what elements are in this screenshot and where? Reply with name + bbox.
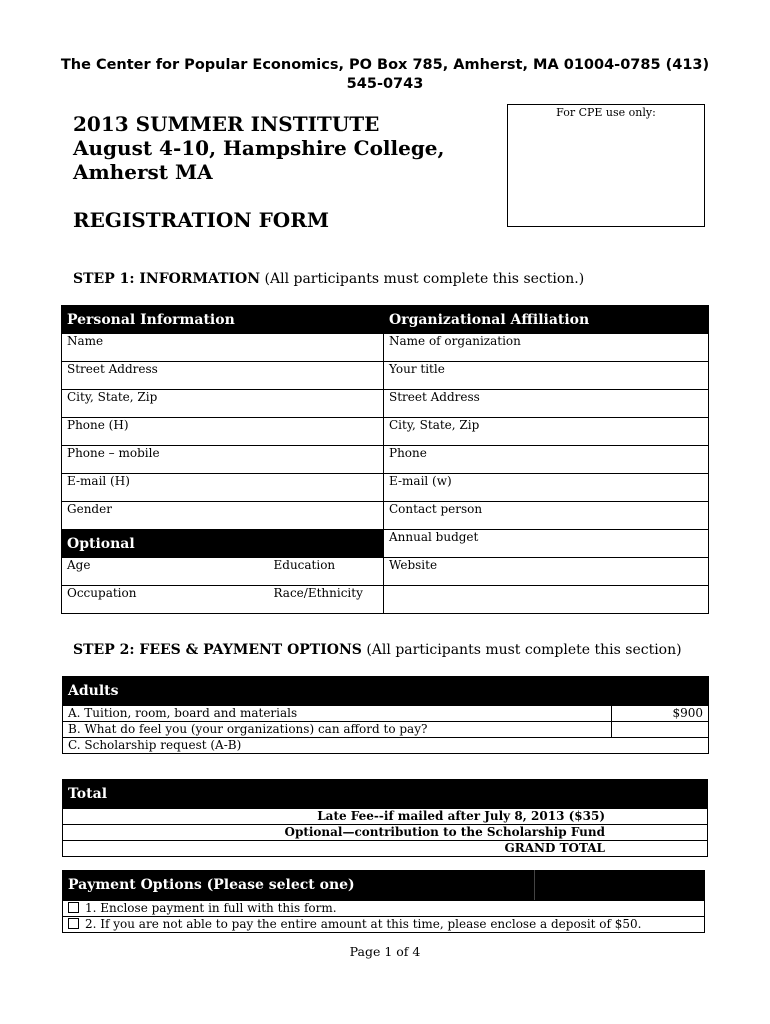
gender-field[interactable]: Gender (62, 502, 384, 530)
step1-heading (73, 271, 584, 287)
org-name-field[interactable]: Name of organization (384, 334, 709, 362)
age-field[interactable]: Age (62, 558, 269, 586)
event-title-line: August 4-10, Hampshire College, (73, 136, 445, 160)
contact-person-field[interactable]: Contact person (384, 502, 709, 530)
fee-row-label: A. Tuition, room, board and materials (63, 706, 612, 722)
cpe-use-box (507, 104, 705, 227)
org-city-state-zip-field[interactable]: City, State, Zip (384, 418, 709, 446)
website-field[interactable]: Website (384, 558, 709, 586)
payment-options-header: Payment Options (Please select one) (63, 871, 535, 901)
total-header: Total (63, 780, 708, 809)
step1-note: (All participants must complete this section.) (260, 271, 585, 287)
org-street-address-field[interactable]: Street Address (384, 390, 709, 418)
step1-label: STEP 1: INFORMATION (73, 271, 261, 287)
city-state-zip-field[interactable]: City, State, Zip (62, 390, 384, 418)
street-address-field[interactable]: Street Address (62, 362, 384, 390)
payment-option-label: 2. If you are not able to pay the entire amount at this time, please enclose a deposit of $50. (85, 917, 642, 931)
fee-row-amount-input[interactable] (612, 722, 709, 738)
payment-header-blank (535, 871, 705, 901)
grand-total-row: GRAND TOTAL (63, 841, 708, 857)
phone-mobile-field[interactable]: Phone – mobile (62, 446, 384, 474)
education-field[interactable]: Education (269, 558, 384, 586)
payment-option-1[interactable] (63, 901, 705, 917)
fee-row-label: C. Scholarship request (A-B) (63, 738, 709, 754)
registration-form-title: REGISTRATION FORM (73, 208, 329, 232)
organization-address: The Center for Popular Economics, PO Box 785, Amherst, MA 01004-0785 (413) 545-0743 (60, 57, 710, 92)
scholarship-contribution-row: Optional—contribution to the Scholarship Fund (63, 825, 708, 841)
email-home-field[interactable]: E-mail (H) (62, 474, 384, 502)
event-title-line: Amherst MA (73, 160, 213, 184)
phone-home-field[interactable]: Phone (H) (62, 418, 384, 446)
cpe-box-label: For CPE use only: (556, 106, 656, 119)
org-affiliation-header: Organizational Affiliation (384, 306, 709, 334)
adults-header: Adults (63, 677, 709, 706)
empty-cell (384, 586, 709, 614)
step2-label: STEP 2: FEES & PAYMENT OPTIONS (73, 642, 362, 658)
event-title-line: 2013 SUMMER INSTITUTE (73, 112, 380, 136)
adults-fees-table (62, 676, 709, 754)
fee-row-label: B. What do feel you (your organizations) can afford to pay? (63, 722, 612, 738)
your-title-field[interactable]: Your title (384, 362, 709, 390)
information-table (61, 305, 709, 614)
payment-option-2[interactable] (63, 917, 705, 933)
page-number: Page 1 of 4 (349, 944, 421, 959)
total-table (62, 779, 708, 857)
race-ethnicity-field[interactable]: Race/Ethnicity (269, 586, 384, 614)
personal-info-header: Personal Information (62, 306, 384, 334)
annual-budget-field[interactable]: Annual budget (384, 530, 709, 558)
email-work-field[interactable]: E-mail (w) (384, 474, 709, 502)
payment-option-label: 1. Enclose payment in full with this form. (85, 901, 337, 915)
occupation-field[interactable]: Occupation (62, 586, 269, 614)
name-field[interactable]: Name (62, 334, 384, 362)
checkbox-icon[interactable] (68, 902, 79, 913)
step2-note: (All participants must complete this section) (361, 642, 682, 658)
checkbox-icon[interactable] (68, 918, 79, 929)
step2-heading (73, 642, 682, 658)
payment-options-table (62, 870, 705, 933)
fee-row-amount: $900 (612, 706, 709, 722)
late-fee-row: Late Fee--if mailed after July 8, 2013 ($35) (63, 809, 708, 825)
optional-header: Optional (62, 530, 384, 558)
org-phone-field[interactable]: Phone (384, 446, 709, 474)
event-title (73, 112, 493, 184)
